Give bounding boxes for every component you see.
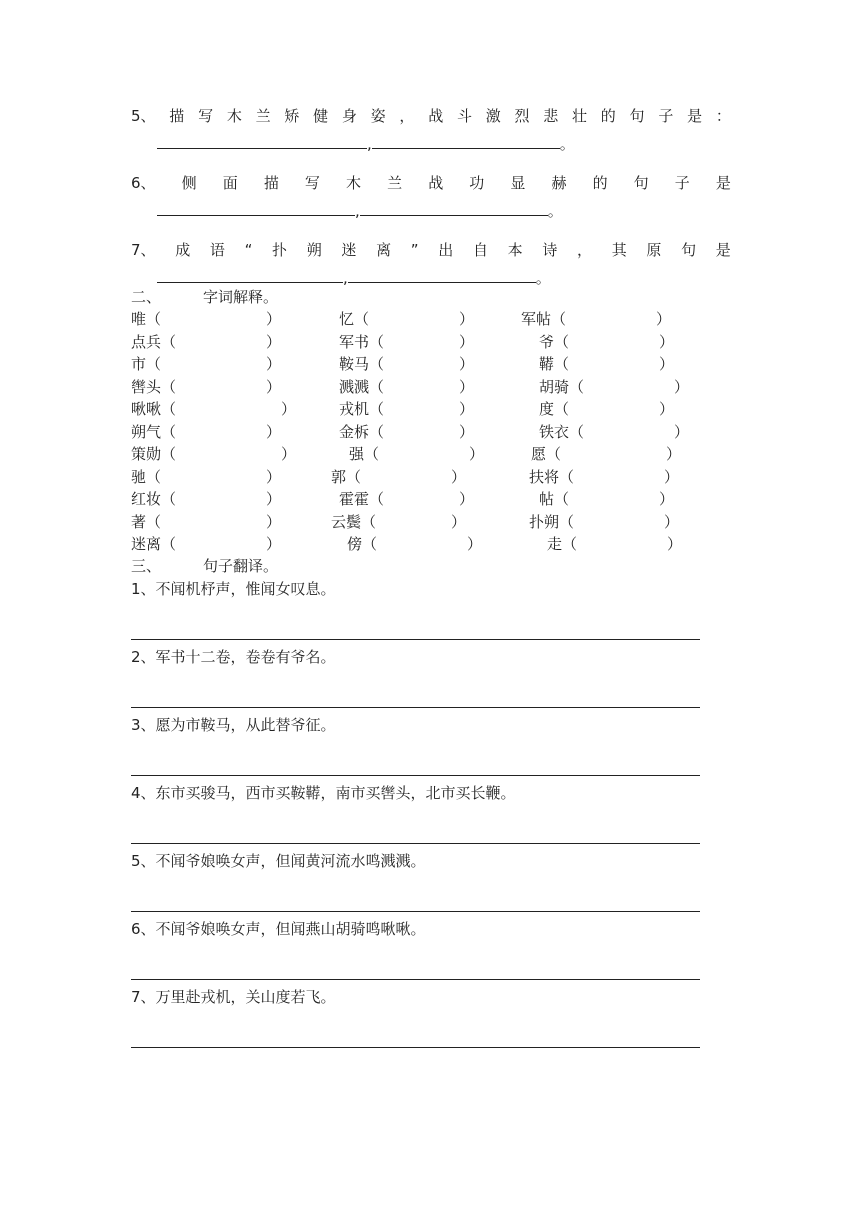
fill-question-5 — [131, 106, 731, 154]
question-line: 7、 成 语 “ 扑 朔 迷 离 ” 出 自 本 诗 ， 其 原 句 是 — [131, 241, 731, 259]
question-number: 5、 — [131, 107, 156, 125]
question-line: 5、 描 写 木 兰 矫 健 身 姿 ， 战 斗 激 烈 悲 壮 的 句 子 是 ： — [131, 107, 731, 125]
vocab-item[interactable]: 爷（ ） — [539, 332, 675, 351]
vocabulary-grid — [131, 309, 711, 557]
section-number: 二、 — [131, 288, 162, 306]
vocab-item[interactable]: 度（ ） — [539, 400, 675, 418]
vocab-item[interactable]: 帖（ ） — [539, 490, 675, 508]
vocab-row — [131, 512, 711, 535]
vocab-row — [131, 422, 711, 445]
answer-blanks: , 。 — [157, 134, 731, 154]
translation-item: 1、不闻机杼声，惟闻女叹息。 — [131, 580, 336, 598]
vocab-item[interactable]: 迷离（ ） — [131, 535, 282, 553]
vocab-item[interactable]: 朔气（ ） — [131, 422, 282, 441]
vocab-item[interactable]: 郭（ ） — [331, 467, 467, 486]
vocab-item[interactable]: 市（ ） — [131, 355, 282, 373]
vocab-item[interactable]: 鞯（ ） — [539, 355, 675, 373]
answer-line[interactable] — [131, 911, 700, 912]
vocab-row — [131, 399, 711, 422]
vocab-item[interactable]: 红妆（ ） — [131, 490, 282, 508]
vocab-item[interactable]: 胡骑（ ） — [539, 377, 690, 396]
vocab-item[interactable]: 点兵（ ） — [131, 332, 282, 351]
answer-blanks: , 。 — [157, 201, 731, 221]
vocab-item[interactable]: 走（ ） — [547, 535, 683, 553]
vocab-row — [131, 377, 711, 400]
vocab-item[interactable]: 溅溅（ ） — [339, 377, 475, 396]
translation-item: 2、军书十二卷，卷卷有爷名。 — [131, 648, 336, 666]
vocab-item[interactable]: 扑朔（ ） — [529, 512, 680, 531]
vocab-row — [131, 467, 711, 490]
answer-blank[interactable] — [348, 268, 536, 283]
vocab-item[interactable]: 唯（ ） — [131, 310, 282, 328]
vocab-item[interactable]: 傍（ ） — [347, 535, 483, 553]
question-number: 6、 — [131, 174, 156, 192]
vocab-item[interactable]: 军书（ ） — [339, 332, 475, 351]
vocab-row — [131, 534, 711, 557]
translation-item: 3、愿为市鞍马，从此替爷征。 — [131, 716, 336, 734]
section-heading-vocabulary — [131, 287, 278, 307]
vocab-row — [131, 309, 711, 332]
vocab-item[interactable]: 戎机（ ） — [339, 400, 475, 418]
question-line: 6、 侧 面 描 写 木 兰 战 功 显 赫 的 句 子 是 — [131, 174, 731, 192]
vocab-item[interactable]: 著（ ） — [131, 512, 282, 531]
answer-blank[interactable] — [372, 134, 560, 149]
fill-question-6 — [131, 173, 731, 221]
translation-item: 5、不闻爷娘唤女声，但闻黄河流水鸣溅溅。 — [131, 852, 426, 870]
fill-question-7 — [131, 240, 731, 288]
vocab-row — [131, 354, 711, 377]
vocab-item[interactable]: 金柝（ ） — [339, 422, 475, 441]
vocab-item[interactable]: 铁衣（ ） — [539, 422, 690, 441]
answer-blank[interactable] — [360, 201, 548, 216]
vocab-item[interactable]: 扶将（ ） — [529, 467, 680, 486]
translation-item: 7、万里赴戎机，关山度若飞。 — [131, 988, 336, 1006]
answer-line[interactable] — [131, 639, 700, 640]
answer-line[interactable] — [131, 843, 700, 844]
section-heading-translation — [131, 556, 278, 576]
answer-blank[interactable] — [157, 134, 367, 149]
vocab-item[interactable]: 强（ ） — [349, 445, 485, 463]
vocab-item[interactable]: 驰（ ） — [131, 467, 282, 486]
vocab-row — [131, 489, 711, 512]
vocab-row — [131, 444, 711, 467]
vocab-item[interactable]: 霍霍（ ） — [339, 490, 475, 508]
section-title: 句子翻译。 — [203, 557, 279, 575]
answer-blank[interactable] — [157, 268, 343, 283]
vocab-item[interactable]: 辔头（ ） — [131, 377, 282, 396]
translation-item: 6、不闻爷娘唤女声，但闻燕山胡骑鸣啾啾。 — [131, 920, 426, 938]
translation-item: 4、东市买骏马，西市买鞍鞯，南市买辔头，北市买长鞭。 — [131, 784, 516, 802]
section-title: 字词解释。 — [203, 288, 279, 306]
vocab-item[interactable]: 军帖（ ） — [521, 310, 672, 328]
answer-line[interactable] — [131, 775, 700, 776]
answer-blank[interactable] — [157, 201, 355, 216]
question-number: 7、 — [131, 241, 156, 259]
vocab-item[interactable]: 愿（ ） — [531, 445, 682, 463]
vocab-item[interactable]: 啾啾（ ） — [131, 400, 297, 418]
vocab-row — [131, 332, 711, 355]
vocab-item[interactable]: 鞍马（ ） — [339, 355, 475, 373]
answer-line[interactable] — [131, 1047, 700, 1048]
section-number: 三、 — [131, 557, 162, 575]
answer-line[interactable] — [131, 707, 700, 708]
answer-blanks: , 。 — [157, 268, 731, 288]
vocab-item[interactable]: 策勋（ ） — [131, 445, 297, 463]
answer-line[interactable] — [131, 979, 700, 980]
vocab-item[interactable]: 忆（ ） — [339, 310, 475, 328]
vocab-item[interactable]: 云鬓（ ） — [331, 512, 467, 531]
